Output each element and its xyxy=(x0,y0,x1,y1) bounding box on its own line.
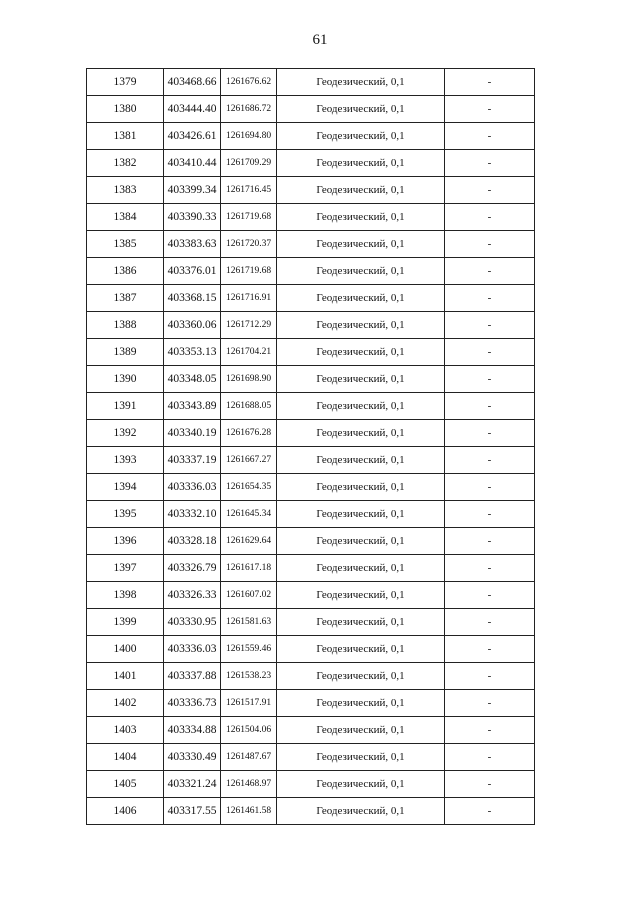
y-coordinate-cell: 1261468.97 xyxy=(221,771,277,798)
x-coordinate-cell: 403317.55 xyxy=(164,798,221,825)
table-row xyxy=(87,285,535,312)
description-cell: - xyxy=(445,447,535,474)
point-number-cell: 1391 xyxy=(87,393,164,420)
point-number-cell: 1388 xyxy=(87,312,164,339)
x-coordinate-cell: 403368.15 xyxy=(164,285,221,312)
y-coordinate-cell: 1261581.63 xyxy=(221,609,277,636)
y-coordinate-cell: 1261719.68 xyxy=(221,258,277,285)
point-number-cell: 1380 xyxy=(87,96,164,123)
method-accuracy-cell: Геодезический, 0,1 xyxy=(277,474,445,501)
x-coordinate-cell: 403376.01 xyxy=(164,258,221,285)
y-coordinate-cell: 1261645.34 xyxy=(221,501,277,528)
description-cell: - xyxy=(445,663,535,690)
table-row xyxy=(87,582,535,609)
table-row xyxy=(87,177,535,204)
point-number-cell: 1382 xyxy=(87,150,164,177)
point-number-cell: 1381 xyxy=(87,123,164,150)
method-accuracy-cell: Геодезический, 0,1 xyxy=(277,663,445,690)
y-coordinate-cell: 1261461.58 xyxy=(221,798,277,825)
point-number-cell: 1402 xyxy=(87,690,164,717)
method-accuracy-cell: Геодезический, 0,1 xyxy=(277,258,445,285)
x-coordinate-cell: 403336.03 xyxy=(164,636,221,663)
description-cell: - xyxy=(445,744,535,771)
description-cell: - xyxy=(445,285,535,312)
method-accuracy-cell: Геодезический, 0,1 xyxy=(277,123,445,150)
method-accuracy-cell: Геодезический, 0,1 xyxy=(277,150,445,177)
method-accuracy-cell: Геодезический, 0,1 xyxy=(277,582,445,609)
description-cell: - xyxy=(445,690,535,717)
y-coordinate-cell: 1261698.90 xyxy=(221,366,277,393)
y-coordinate-cell: 1261504.06 xyxy=(221,717,277,744)
table-row xyxy=(87,798,535,825)
x-coordinate-cell: 403399.34 xyxy=(164,177,221,204)
table-row xyxy=(87,393,535,420)
method-accuracy-cell: Геодезический, 0,1 xyxy=(277,177,445,204)
method-accuracy-cell: Геодезический, 0,1 xyxy=(277,636,445,663)
y-coordinate-cell: 1261686.72 xyxy=(221,96,277,123)
description-cell: - xyxy=(445,177,535,204)
description-cell: - xyxy=(445,474,535,501)
description-cell: - xyxy=(445,393,535,420)
x-coordinate-cell: 403330.95 xyxy=(164,609,221,636)
y-coordinate-cell: 1261716.45 xyxy=(221,177,277,204)
coordinates-table-body xyxy=(87,69,535,825)
point-number-cell: 1390 xyxy=(87,366,164,393)
method-accuracy-cell: Геодезический, 0,1 xyxy=(277,285,445,312)
x-coordinate-cell: 403326.79 xyxy=(164,555,221,582)
table-row xyxy=(87,690,535,717)
x-coordinate-cell: 403353.13 xyxy=(164,339,221,366)
y-coordinate-cell: 1261654.35 xyxy=(221,474,277,501)
method-accuracy-cell: Геодезический, 0,1 xyxy=(277,555,445,582)
x-coordinate-cell: 403334.88 xyxy=(164,717,221,744)
y-coordinate-cell: 1261712.29 xyxy=(221,312,277,339)
table-row xyxy=(87,609,535,636)
method-accuracy-cell: Геодезический, 0,1 xyxy=(277,96,445,123)
description-cell: - xyxy=(445,771,535,798)
description-cell: - xyxy=(445,96,535,123)
table-row xyxy=(87,366,535,393)
point-number-cell: 1386 xyxy=(87,258,164,285)
x-coordinate-cell: 403336.73 xyxy=(164,690,221,717)
method-accuracy-cell: Геодезический, 0,1 xyxy=(277,204,445,231)
method-accuracy-cell: Геодезический, 0,1 xyxy=(277,717,445,744)
description-cell: - xyxy=(445,258,535,285)
description-cell: - xyxy=(445,798,535,825)
x-coordinate-cell: 403390.33 xyxy=(164,204,221,231)
page-number: 61 xyxy=(312,32,328,48)
point-number-cell: 1384 xyxy=(87,204,164,231)
point-number-cell: 1387 xyxy=(87,285,164,312)
description-cell: - xyxy=(445,339,535,366)
x-coordinate-cell: 403468.66 xyxy=(164,69,221,96)
x-coordinate-cell: 403410.44 xyxy=(164,150,221,177)
point-number-cell: 1406 xyxy=(87,798,164,825)
x-coordinate-cell: 403360.06 xyxy=(164,312,221,339)
point-number-cell: 1405 xyxy=(87,771,164,798)
table-row xyxy=(87,447,535,474)
description-cell: - xyxy=(445,150,535,177)
method-accuracy-cell: Геодезический, 0,1 xyxy=(277,501,445,528)
method-accuracy-cell: Геодезический, 0,1 xyxy=(277,339,445,366)
point-number-cell: 1379 xyxy=(87,69,164,96)
table-row xyxy=(87,636,535,663)
x-coordinate-cell: 403328.18 xyxy=(164,528,221,555)
method-accuracy-cell: Геодезический, 0,1 xyxy=(277,447,445,474)
point-number-cell: 1383 xyxy=(87,177,164,204)
description-cell: - xyxy=(445,366,535,393)
description-cell: - xyxy=(445,582,535,609)
table-row xyxy=(87,96,535,123)
table-row xyxy=(87,231,535,258)
point-number-cell: 1394 xyxy=(87,474,164,501)
method-accuracy-cell: Геодезический, 0,1 xyxy=(277,420,445,447)
method-accuracy-cell: Геодезический, 0,1 xyxy=(277,771,445,798)
method-accuracy-cell: Геодезический, 0,1 xyxy=(277,393,445,420)
point-number-cell: 1403 xyxy=(87,717,164,744)
method-accuracy-cell: Геодезический, 0,1 xyxy=(277,69,445,96)
coordinates-table xyxy=(86,68,535,825)
point-number-cell: 1398 xyxy=(87,582,164,609)
point-number-cell: 1385 xyxy=(87,231,164,258)
description-cell: - xyxy=(445,528,535,555)
x-coordinate-cell: 403343.89 xyxy=(164,393,221,420)
description-cell: - xyxy=(445,123,535,150)
y-coordinate-cell: 1261720.37 xyxy=(221,231,277,258)
point-number-cell: 1397 xyxy=(87,555,164,582)
table-row xyxy=(87,555,535,582)
table-row xyxy=(87,339,535,366)
x-coordinate-cell: 403444.40 xyxy=(164,96,221,123)
x-coordinate-cell: 403332.10 xyxy=(164,501,221,528)
description-cell: - xyxy=(445,231,535,258)
description-cell: - xyxy=(445,636,535,663)
point-number-cell: 1404 xyxy=(87,744,164,771)
y-coordinate-cell: 1261676.28 xyxy=(221,420,277,447)
description-cell: - xyxy=(445,717,535,744)
x-coordinate-cell: 403326.33 xyxy=(164,582,221,609)
y-coordinate-cell: 1261667.27 xyxy=(221,447,277,474)
y-coordinate-cell: 1261676.62 xyxy=(221,69,277,96)
table-row xyxy=(87,771,535,798)
x-coordinate-cell: 403321.24 xyxy=(164,771,221,798)
y-coordinate-cell: 1261719.68 xyxy=(221,204,277,231)
description-cell: - xyxy=(445,204,535,231)
y-coordinate-cell: 1261716.91 xyxy=(221,285,277,312)
y-coordinate-cell: 1261688.05 xyxy=(221,393,277,420)
y-coordinate-cell: 1261709.29 xyxy=(221,150,277,177)
point-number-cell: 1395 xyxy=(87,501,164,528)
description-cell: - xyxy=(445,312,535,339)
y-coordinate-cell: 1261538.23 xyxy=(221,663,277,690)
table-row xyxy=(87,204,535,231)
point-number-cell: 1400 xyxy=(87,636,164,663)
method-accuracy-cell: Геодезический, 0,1 xyxy=(277,744,445,771)
table-row xyxy=(87,474,535,501)
point-number-cell: 1401 xyxy=(87,663,164,690)
description-cell: - xyxy=(445,420,535,447)
method-accuracy-cell: Геодезический, 0,1 xyxy=(277,366,445,393)
table-row xyxy=(87,717,535,744)
x-coordinate-cell: 403383.63 xyxy=(164,231,221,258)
table-row xyxy=(87,150,535,177)
description-cell: - xyxy=(445,609,535,636)
x-coordinate-cell: 403336.03 xyxy=(164,474,221,501)
x-coordinate-cell: 403337.88 xyxy=(164,663,221,690)
y-coordinate-cell: 1261487.67 xyxy=(221,744,277,771)
method-accuracy-cell: Геодезический, 0,1 xyxy=(277,609,445,636)
point-number-cell: 1392 xyxy=(87,420,164,447)
y-coordinate-cell: 1261559.46 xyxy=(221,636,277,663)
method-accuracy-cell: Геодезический, 0,1 xyxy=(277,798,445,825)
point-number-cell: 1393 xyxy=(87,447,164,474)
method-accuracy-cell: Геодезический, 0,1 xyxy=(277,312,445,339)
table-row xyxy=(87,528,535,555)
x-coordinate-cell: 403330.49 xyxy=(164,744,221,771)
method-accuracy-cell: Геодезический, 0,1 xyxy=(277,528,445,555)
description-cell: - xyxy=(445,501,535,528)
point-number-cell: 1396 xyxy=(87,528,164,555)
y-coordinate-cell: 1261617.18 xyxy=(221,555,277,582)
table-row xyxy=(87,258,535,285)
y-coordinate-cell: 1261694.80 xyxy=(221,123,277,150)
x-coordinate-cell: 403340.19 xyxy=(164,420,221,447)
table-row xyxy=(87,663,535,690)
table-row xyxy=(87,744,535,771)
y-coordinate-cell: 1261704.21 xyxy=(221,339,277,366)
table-row xyxy=(87,69,535,96)
table-row xyxy=(87,312,535,339)
description-cell: - xyxy=(445,555,535,582)
point-number-cell: 1399 xyxy=(87,609,164,636)
x-coordinate-cell: 403337.19 xyxy=(164,447,221,474)
x-coordinate-cell: 403426.61 xyxy=(164,123,221,150)
y-coordinate-cell: 1261607.02 xyxy=(221,582,277,609)
table-row xyxy=(87,123,535,150)
y-coordinate-cell: 1261517.91 xyxy=(221,690,277,717)
method-accuracy-cell: Геодезический, 0,1 xyxy=(277,690,445,717)
x-coordinate-cell: 403348.05 xyxy=(164,366,221,393)
table-row xyxy=(87,501,535,528)
table-row xyxy=(87,420,535,447)
y-coordinate-cell: 1261629.64 xyxy=(221,528,277,555)
point-number-cell: 1389 xyxy=(87,339,164,366)
description-cell: - xyxy=(445,69,535,96)
method-accuracy-cell: Геодезический, 0,1 xyxy=(277,231,445,258)
